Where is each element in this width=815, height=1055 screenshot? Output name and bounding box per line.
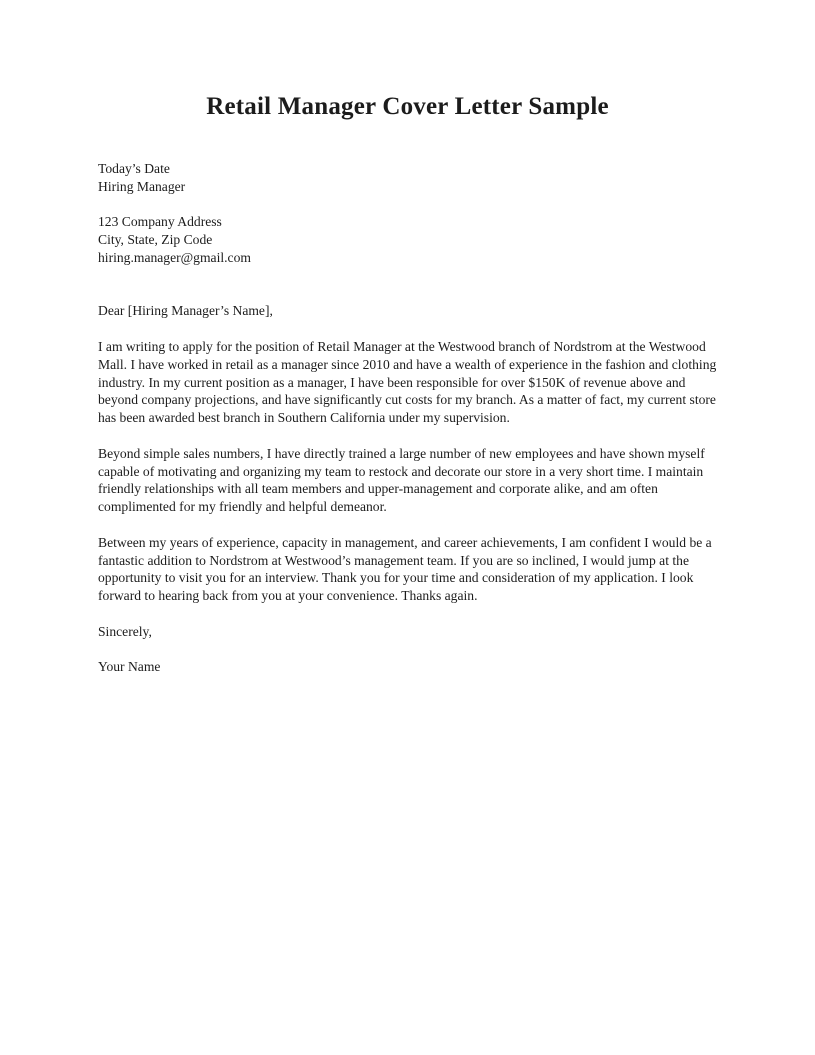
email-line: hiring.manager@gmail.com xyxy=(98,249,251,265)
body-paragraph-1: I am writing to apply for the position of Retail Manager at the Westwood branch of Nordstrom at the Westwood Mall. I have worked in retail as a manager since 2010 and have a wealth of experience in the fashion and clothing industry. In my current position as a manager, I have been responsible for over $150K of revenue above and beyond company projections, and have significantly cut costs for my branch. As a matter of fact, my current store has been awarded best branch in Southern California under my supervision. xyxy=(98,338,717,426)
city-state-zip-line: City, State, Zip Code xyxy=(98,232,213,248)
closing-line: Sincerely, xyxy=(98,623,152,639)
company-address-line: 123 Company Address xyxy=(98,214,222,230)
address-block xyxy=(98,213,717,266)
date-recipient-block xyxy=(98,160,717,196)
signature-line: Your Name xyxy=(98,659,161,675)
page-title: Retail Manager Cover Letter Sample xyxy=(206,93,609,120)
date-line: Today’s Date xyxy=(98,161,170,176)
letter-body xyxy=(98,160,717,676)
body-paragraph-2: Beyond simple sales numbers, I have directly trained a large number of new employees and have shown myself capable of motivating and organizing my team to restock and decorate our store in a very short time. I maintain friendly relationships with all team members and upper-management and corporate alike, and am often complimented for my friendly and helpful demeanor. xyxy=(98,445,705,515)
recipient-line: Hiring Manager xyxy=(98,178,186,194)
body-paragraph-3: Between my years of experience, capacity in management, and career achievements, I am confident I would be a fantastic addition to Nordstrom at Westwood’s management team. If you are so inclined, I would jump at the opportunity to visit you for an interview. Thank you for your time and consideration of my application. I look forward to hearing back from you at your convenience. Thanks again. xyxy=(98,534,712,604)
salutation: Dear [Hiring Manager’s Name], xyxy=(98,303,273,319)
